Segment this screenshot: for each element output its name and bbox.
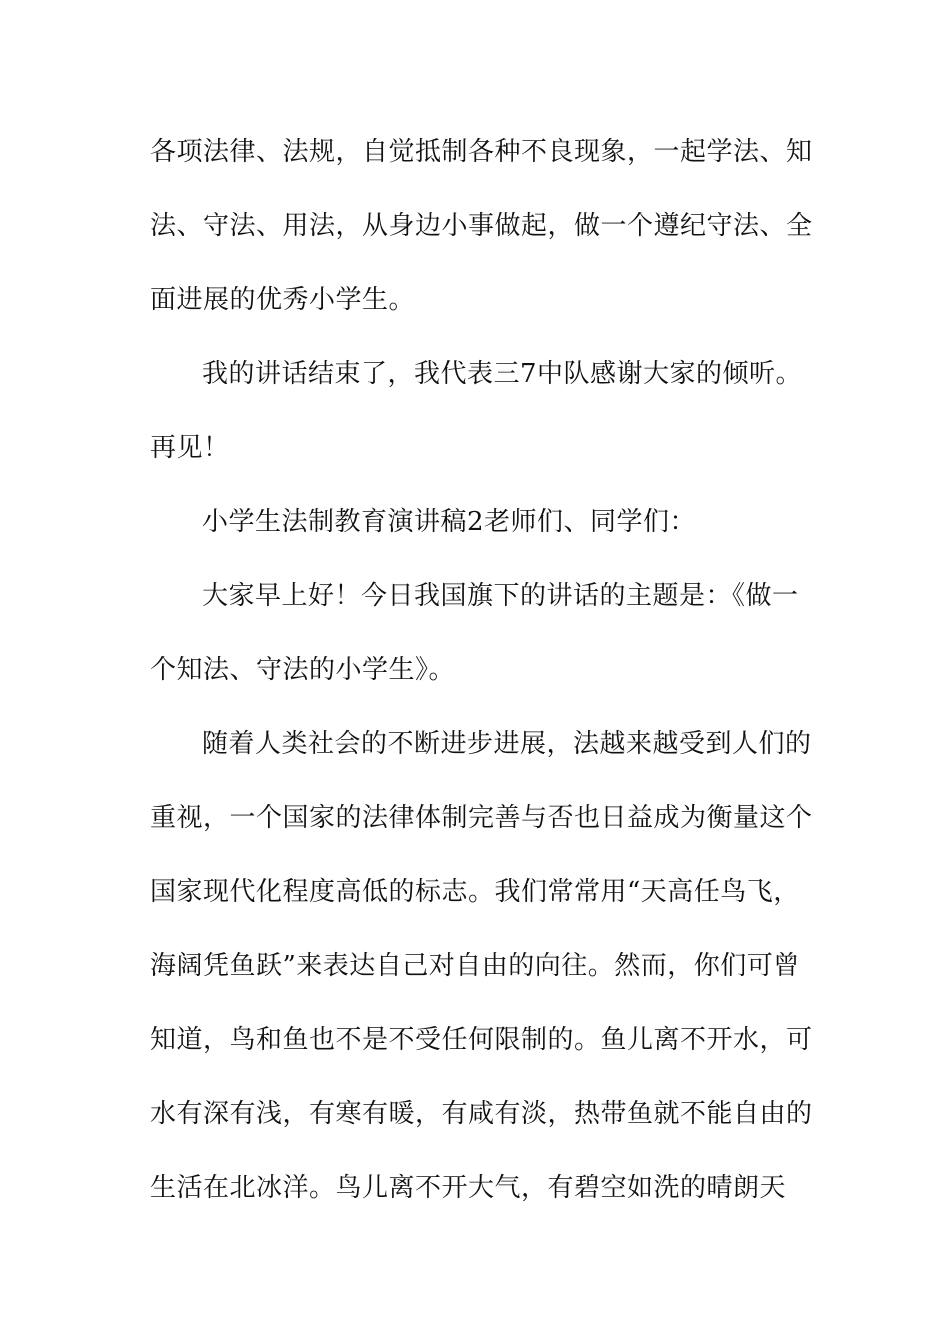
text-line: 法、守法、用法，从身边小事做起，做一个遵纪守法、全 <box>150 211 813 241</box>
text-line: 各项法律、法规，自觉抵制各种不良现象，一起学法、知 <box>150 137 813 167</box>
text-line: 再见！ <box>150 433 230 463</box>
text-line: 我的讲话结束了，我代表三7中队感谢大家的倾听。 <box>202 359 803 389</box>
text-line: 生活在北冰洋。鸟儿离不开大气，有碧空如洗的晴朗天 <box>150 1173 787 1203</box>
text-line: 知道，鸟和鱼也不是不受任何限制的。鱼儿离不开水，可 <box>150 1025 813 1055</box>
text-line: 大家早上好！今日我国旗下的讲话的主题是：《做一 <box>202 581 799 611</box>
text-line: 个知法、守法的小学生》。 <box>150 655 456 685</box>
text-line: 小学生法制教育演讲稿2老师们、同学们： <box>202 507 697 537</box>
text-line: 随着人类社会的不断进步进展，法越来越受到人们的 <box>202 729 812 759</box>
text-line: 海阔凭鱼跃”来表达自己对自由的向往。然而，你们可曾 <box>150 951 800 981</box>
text-line: 重视，一个国家的法律体制完善与否也日益成为衡量这个 <box>150 803 813 833</box>
text-line: 国家现代化程度高低的标志。我们常常用“天高任鸟飞， <box>150 877 800 907</box>
text-line: 面进展的优秀小学生。 <box>150 285 416 315</box>
text-line: 水有深有浅，有寒有暖，有咸有淡，热带鱼就不能自由的 <box>150 1099 813 1129</box>
